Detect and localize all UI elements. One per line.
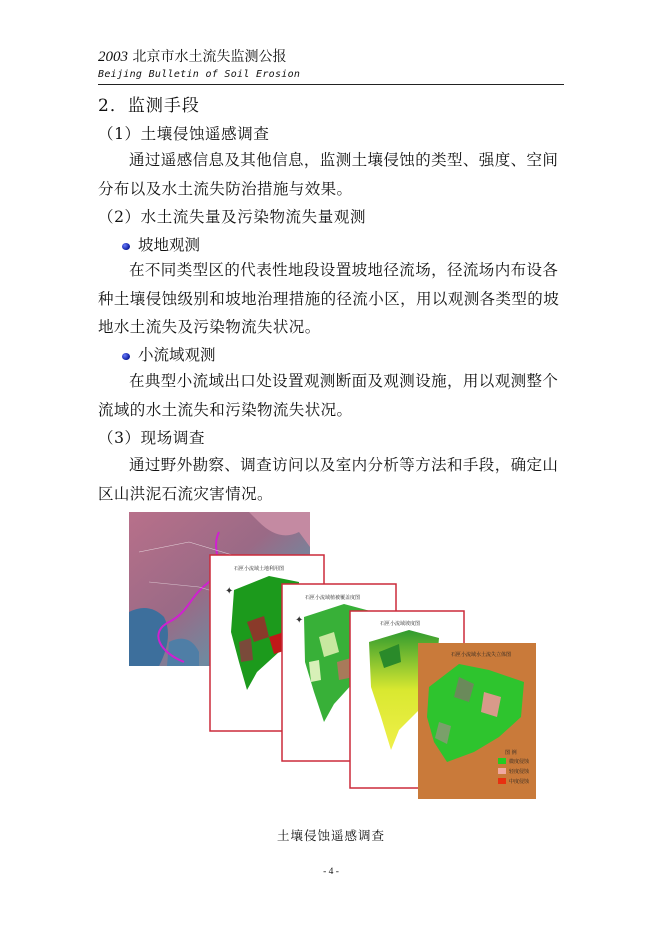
header-subtitle: Beijing Bulletin of Soil Erosion [98,69,301,80]
sub3-line2: 区山洪泥石流灾害情况。 [98,484,273,503]
section-heading: 2．监测手段 [98,96,200,116]
slope-line2: 种土壤侵蚀级别和坡地治理措施的径流小区，用以观测各类型的坡 [98,289,560,308]
slope-line3: 地水土流失及污染物流失状况。 [98,318,321,336]
sub1-line2: 分布以及水土流失防治措施与效果。 [98,179,353,198]
legend-swatch-2 [498,768,506,774]
bullet-icon [122,353,130,360]
land-use-map-title: 石匣小流域土地利用图 [234,566,285,572]
sub1-paragraph [98,146,564,203]
header-title-cn: 北京市水土流失监测公报 [128,49,287,65]
north-arrow-icon: ✦ [225,586,234,597]
sub1-heading: （1）土壤侵蚀遥感调查 [98,125,270,143]
slope-paragraph [98,256,564,342]
sub3-line1: 通过野外勘察、调查访问以及室内分析等方法和手段，确定山 [129,456,559,474]
remote-sensing-figure [129,512,539,802]
vegetation-map-title: 石匣小流域植被覆盖度图 [305,595,361,601]
figure-caption: 土壤侵蚀遥感调查 [276,828,385,843]
sub1-line1: 通过遥感信息及其他信息，监测土壤侵蚀的类型、强度、空间 [129,151,559,169]
bullet-slope [122,233,200,255]
header-title [98,48,564,66]
page-header [98,48,564,82]
sub3-paragraph [98,451,564,508]
north-arrow-icon: ✦ [295,615,304,626]
legend-swatch-3 [498,778,506,784]
bullet-watershed [122,343,216,365]
legend-label-1: 微度侵蚀 [509,759,530,765]
sub3-heading: （3）现场调查 [98,429,206,447]
watershed-paragraph [98,367,564,424]
sub2-heading: （2）水土流失量及污染物流失量观测 [98,208,367,226]
header-year: 2003 [98,49,128,65]
bullet-icon [122,243,130,250]
legend-label-3: 中度侵蚀 [509,779,530,785]
legend-title: 图 例 [505,750,517,756]
watershed-line2: 流域的水土流失和污染物流失状况。 [98,400,353,419]
page-number: - 4 - [323,867,339,877]
slope-map-title: 石匣小流域坡度图 [380,621,421,627]
erosion-map-title: 石匣小流域水土流失立体图 [451,652,512,658]
legend-label-2: 轻度侵蚀 [509,769,530,775]
header-rule [98,84,564,85]
slope-line1: 在不同类型区的代表性地段设置坡地径流场，径流场内布设各 [129,261,559,279]
legend-swatch-1 [498,758,506,764]
bullet-watershed-label: 小流域观测 [138,346,216,364]
watershed-line1: 在典型小流域出口处设置观测断面及观测设施，用以观测整个 [129,372,559,390]
erosion-3d-map [418,643,536,799]
bullet-slope-label: 坡地观测 [138,236,201,254]
